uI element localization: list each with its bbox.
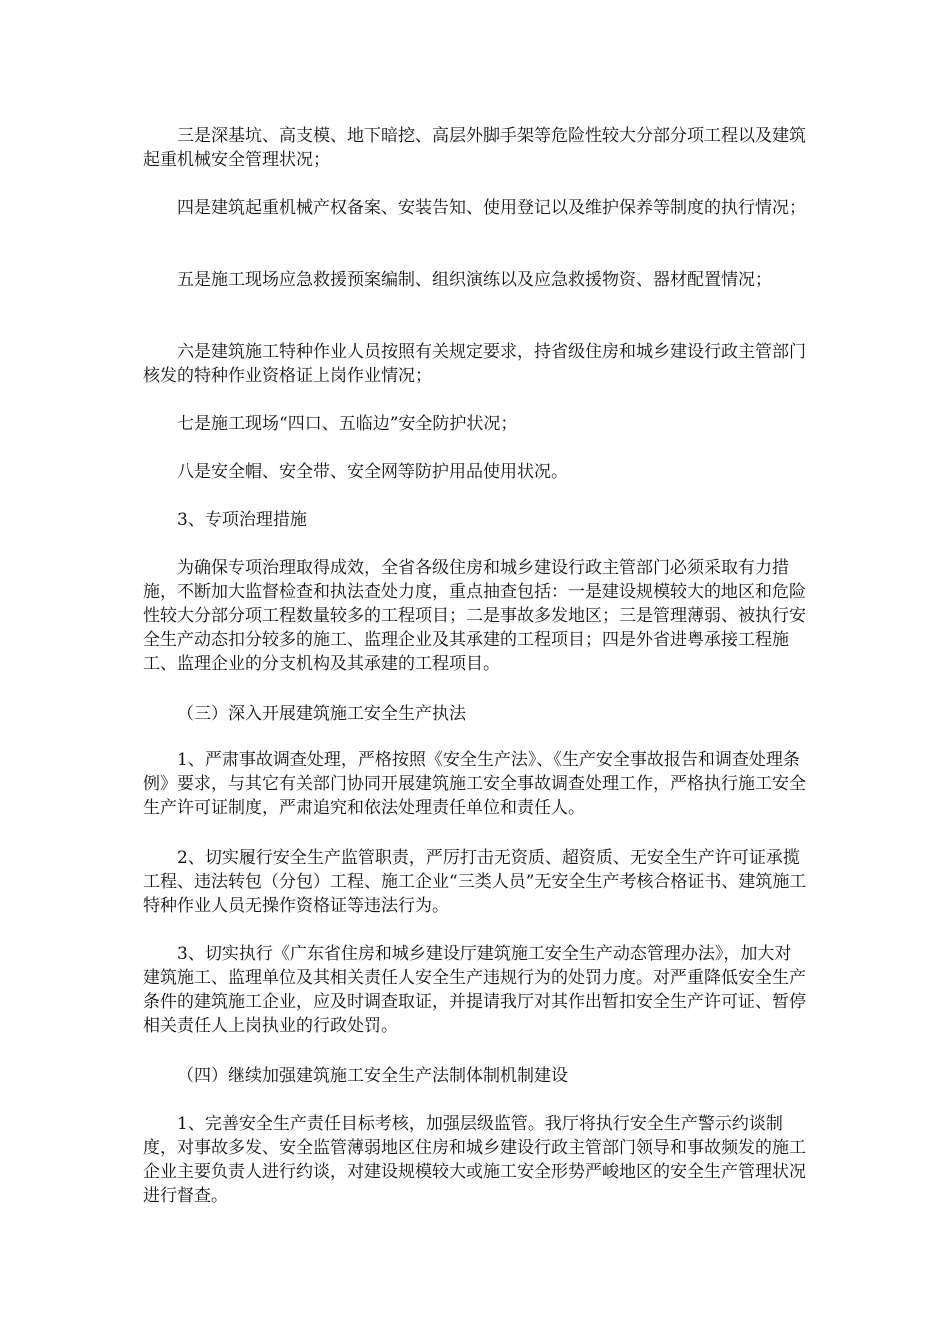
paragraph-law-3: 3、切实执行《广东省住房和城乡建设厅建筑施工安全生产动态管理办法》，加大对建筑施工、监理单位及其相关责任人安全生产违规行为的处罚力度。对严重降低安全生产条件的建筑施工企业，应及时调查取证，并提请我厅对其作出暂扣安全生产许可证、暂停相关责任人上岗执业的行政处罚。 bbox=[143, 944, 806, 1036]
paragraph-system-1: 1、完善安全生产责任目标考核，加强层级监管。我厅将执行安全生产警示约谈制度，对事故多发、安全监管薄弱地区住房和城乡建设行政主管部门领导和事故频发的施工企业主要负责人进行约谈，对建设规模较大或施工安全形势严峻地区的安全生产管理状况进行督查。 bbox=[143, 1114, 806, 1206]
paragraph-item-7: 七是施工现场“四口、五临边”安全防护状况； bbox=[177, 414, 518, 434]
paragraph-item-4: 四是建筑起重机械产权备案、安装告知、使用登记以及维护保养等制度的执行情况； bbox=[177, 198, 806, 218]
section-heading-3: （三）深入开展建筑施工安全生产执法 bbox=[177, 704, 466, 724]
paragraph-item-8: 八是安全帽、安全带、安全网等防护用品使用状况。 bbox=[177, 462, 568, 482]
section-heading-measures: 3、专项治理措施 bbox=[177, 510, 307, 530]
paragraph-item-5: 五是施工现场应急救援预案编制、组织演练以及应急救援物资、器材配置情况； bbox=[177, 270, 772, 290]
paragraph-law-1: 1、严肃事故调查处理，严格按照《安全生产法》、《生产安全事故报告和调查处理条例》要求，与其它有关部门协同开展建筑施工安全事故调查处理工作，严格执行施工安全生产许可证制度，严肃追究和依法处理责任单位和责任人。 bbox=[143, 750, 806, 818]
paragraph-item-3: 三是深基坑、高支模、地下暗挖、高层外脚手架等危险性较大分部分项工程以及建筑起重机械安全管理状况； bbox=[143, 126, 806, 170]
paragraph-law-2: 2、切实履行安全生产监管职责，严厉打击无资质、超资质、无安全生产许可证承揽工程、违法转包（分包）工程、施工企业“三类人员”无安全生产考核合格证书、建筑施工特种作业人员无操作资格证等违法行为。 bbox=[143, 848, 807, 916]
section-heading-4: （四）继续加强建筑施工安全生产法制体制机制建设 bbox=[177, 1066, 568, 1086]
paragraph-measures-body: 为确保专项治理取得成效，全省各级住房和城乡建设行政主管部门必须采取有力措施，不断加大监督检查和执法查处力度，重点抽查包括：一是建设规模较大的地区和危险性较大分部分项工程数量较多的工程项目；二是事故多发地区；三是管理薄弱、被执行安全生产动态扣分较多的施工、监理企业及其承建的工程项目；四是外省进粤承接工程施工、监理企业的分支机构及其承建的工程项目。 bbox=[143, 558, 806, 674]
paragraph-item-6: 六是建筑施工特种作业人员按照有关规定要求，持省级住房和城乡建设行政主管部门核发的特种作业资格证上岗作业情况； bbox=[143, 342, 806, 386]
